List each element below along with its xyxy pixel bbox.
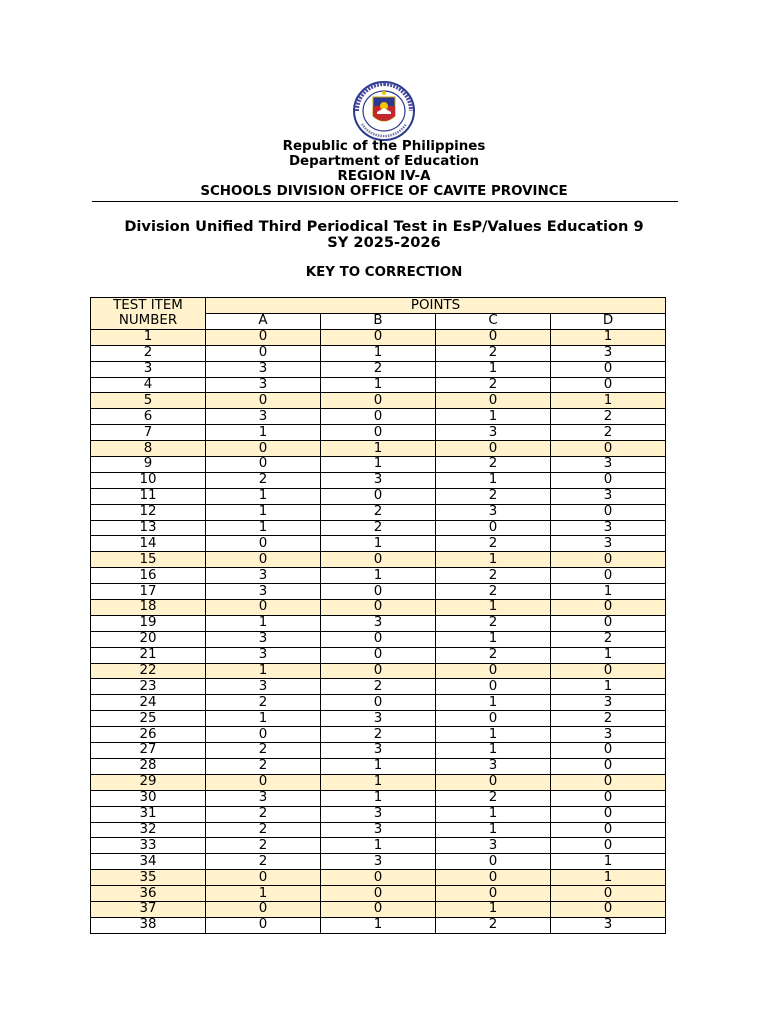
points-d-cell: 0	[551, 774, 666, 790]
points-d-cell: 0	[551, 472, 666, 488]
table-row	[91, 695, 666, 711]
points-a-cell: 1	[206, 886, 321, 902]
points-d-cell: 0	[551, 806, 666, 822]
points-c-cell: 2	[436, 584, 551, 600]
points-c-cell: 0	[436, 870, 551, 886]
answer-key-table	[90, 297, 666, 934]
points-d-cell: 0	[551, 838, 666, 854]
table-row	[91, 901, 666, 917]
item-number-cell: 34	[91, 854, 206, 870]
table-row	[91, 441, 666, 457]
points-c-cell: 1	[436, 901, 551, 917]
item-number-cell: 30	[91, 790, 206, 806]
points-d-cell: 3	[551, 727, 666, 743]
points-a-cell: 3	[206, 584, 321, 600]
points-d-cell: 0	[551, 663, 666, 679]
item-number-cell: 33	[91, 838, 206, 854]
points-b-cell: 3	[321, 615, 436, 631]
item-number-cell: 20	[91, 631, 206, 647]
table-row	[91, 345, 666, 361]
points-a-cell: 0	[206, 901, 321, 917]
points-a-cell: 0	[206, 536, 321, 552]
points-d-cell: 2	[551, 711, 666, 727]
test-item-header-line1: TEST ITEM	[113, 298, 183, 314]
table-row	[91, 822, 666, 838]
points-c-cell: 1	[436, 727, 551, 743]
points-c-cell: 3	[436, 758, 551, 774]
points-c-cell: 2	[436, 568, 551, 584]
points-a-cell: 2	[206, 822, 321, 838]
points-b-cell: 0	[321, 584, 436, 600]
item-number-cell: 37	[91, 901, 206, 917]
points-c-cell: 0	[436, 520, 551, 536]
points-d-cell: 1	[551, 393, 666, 409]
test-title: Division Unified Third Periodical Test in EsP/Values Education 9	[124, 218, 644, 235]
points-d-cell: 0	[551, 743, 666, 759]
item-number-cell: 32	[91, 822, 206, 838]
points-a-cell: 0	[206, 457, 321, 473]
item-number-cell: 12	[91, 504, 206, 520]
points-c-cell: 1	[436, 552, 551, 568]
points-a-cell: 3	[206, 790, 321, 806]
points-b-cell: 0	[321, 488, 436, 504]
points-a-cell: 3	[206, 568, 321, 584]
item-number-cell: 1	[91, 329, 206, 345]
item-number-cell: 21	[91, 647, 206, 663]
points-b-cell: 1	[321, 774, 436, 790]
points-d-cell: 0	[551, 790, 666, 806]
item-number-cell: 28	[91, 758, 206, 774]
points-c-cell: 1	[436, 806, 551, 822]
points-b-cell: 0	[321, 552, 436, 568]
points-d-cell: 0	[551, 441, 666, 457]
points-b-cell: 3	[321, 711, 436, 727]
column-header-d: D	[551, 314, 666, 330]
points-a-cell: 0	[206, 917, 321, 933]
points-c-cell: 0	[436, 711, 551, 727]
table-row	[91, 774, 666, 790]
item-number-cell: 18	[91, 600, 206, 616]
item-number-cell: 6	[91, 409, 206, 425]
item-number-cell: 31	[91, 806, 206, 822]
item-number-cell: 16	[91, 568, 206, 584]
item-number-cell: 36	[91, 886, 206, 902]
republic-heading: Republic of the Philippines	[282, 139, 486, 154]
table-row	[91, 679, 666, 695]
points-b-cell: 0	[321, 870, 436, 886]
points-b-cell: 1	[321, 345, 436, 361]
item-number-cell: 23	[91, 679, 206, 695]
table-row	[91, 711, 666, 727]
points-c-cell: 1	[436, 600, 551, 616]
points-a-cell: 3	[206, 409, 321, 425]
points-d-cell: 3	[551, 917, 666, 933]
table-row	[91, 600, 666, 616]
item-number-cell: 29	[91, 774, 206, 790]
points-b-cell: 0	[321, 663, 436, 679]
points-a-cell: 1	[206, 488, 321, 504]
points-d-cell: 3	[551, 457, 666, 473]
points-d-cell: 0	[551, 822, 666, 838]
table-row	[91, 568, 666, 584]
points-b-cell: 0	[321, 886, 436, 902]
points-c-cell: 1	[436, 631, 551, 647]
table-row	[91, 488, 666, 504]
points-a-cell: 3	[206, 377, 321, 393]
points-b-cell: 0	[321, 393, 436, 409]
test-item-header-line2: NUMBER	[118, 313, 178, 329]
table-row	[91, 584, 666, 600]
points-a-cell: 1	[206, 711, 321, 727]
table-row	[91, 536, 666, 552]
item-number-cell: 26	[91, 727, 206, 743]
points-b-cell: 0	[321, 600, 436, 616]
points-b-cell: 2	[321, 679, 436, 695]
column-header-b: B	[321, 314, 436, 330]
table-row	[91, 472, 666, 488]
points-c-cell: 2	[436, 345, 551, 361]
points-b-cell: 0	[321, 329, 436, 345]
points-b-cell: 0	[321, 901, 436, 917]
points-c-cell: 2	[436, 457, 551, 473]
points-b-cell: 1	[321, 568, 436, 584]
points-d-cell: 0	[551, 568, 666, 584]
points-c-cell: 2	[436, 488, 551, 504]
points-a-cell: 1	[206, 425, 321, 441]
points-d-cell: 3	[551, 345, 666, 361]
points-c-cell: 1	[436, 361, 551, 377]
points-b-cell: 0	[321, 425, 436, 441]
points-b-cell: 3	[321, 854, 436, 870]
points-c-cell: 0	[436, 441, 551, 457]
points-d-cell: 2	[551, 409, 666, 425]
table-row	[91, 329, 666, 345]
points-c-cell: 3	[436, 425, 551, 441]
table-row	[91, 552, 666, 568]
table-row	[91, 663, 666, 679]
points-a-cell: 0	[206, 774, 321, 790]
points-d-cell: 0	[551, 552, 666, 568]
table-row	[91, 457, 666, 473]
points-a-cell: 0	[206, 393, 321, 409]
points-b-cell: 3	[321, 806, 436, 822]
deped-seal-logo	[346, 80, 422, 142]
points-b-cell: 2	[321, 520, 436, 536]
item-number-cell: 11	[91, 488, 206, 504]
points-c-cell: 1	[436, 743, 551, 759]
division-office-heading: SCHOOLS DIVISION OFFICE OF CAVITE PROVINCE	[200, 184, 568, 199]
table-row	[91, 870, 666, 886]
points-a-cell: 3	[206, 647, 321, 663]
table-row	[91, 727, 666, 743]
points-b-cell: 3	[321, 822, 436, 838]
points-c-cell: 1	[436, 695, 551, 711]
department-heading: Department of Education	[288, 154, 480, 169]
points-d-cell: 0	[551, 377, 666, 393]
item-number-cell: 27	[91, 743, 206, 759]
points-b-cell: 0	[321, 409, 436, 425]
item-number-cell: 4	[91, 377, 206, 393]
points-b-cell: 3	[321, 743, 436, 759]
points-a-cell: 3	[206, 361, 321, 377]
points-d-cell: 0	[551, 758, 666, 774]
points-d-cell: 1	[551, 679, 666, 695]
points-c-cell: 0	[436, 886, 551, 902]
points-b-cell: 0	[321, 647, 436, 663]
points-d-cell: 1	[551, 854, 666, 870]
points-c-cell: 2	[436, 377, 551, 393]
points-c-cell: 1	[436, 472, 551, 488]
points-a-cell: 0	[206, 552, 321, 568]
points-b-cell: 1	[321, 377, 436, 393]
points-a-cell: 2	[206, 758, 321, 774]
points-c-cell: 0	[436, 663, 551, 679]
item-number-cell: 10	[91, 472, 206, 488]
item-number-cell: 14	[91, 536, 206, 552]
table-row	[91, 886, 666, 902]
points-a-cell: 1	[206, 615, 321, 631]
points-d-cell: 0	[551, 901, 666, 917]
points-b-cell: 0	[321, 695, 436, 711]
points-a-cell: 1	[206, 520, 321, 536]
points-c-cell: 2	[436, 790, 551, 806]
column-header-a: A	[206, 314, 321, 330]
points-d-cell: 0	[551, 361, 666, 377]
points-b-cell: 1	[321, 536, 436, 552]
table-row	[91, 361, 666, 377]
table-row	[91, 409, 666, 425]
item-number-cell: 3	[91, 361, 206, 377]
points-d-cell: 1	[551, 584, 666, 600]
table-row	[91, 425, 666, 441]
points-c-cell: 2	[436, 647, 551, 663]
points-b-cell: 1	[321, 790, 436, 806]
points-d-cell: 3	[551, 488, 666, 504]
points-a-cell: 2	[206, 472, 321, 488]
points-a-cell: 3	[206, 679, 321, 695]
table-row	[91, 393, 666, 409]
points-d-cell: 3	[551, 695, 666, 711]
points-a-cell: 1	[206, 504, 321, 520]
points-b-cell: 2	[321, 361, 436, 377]
table-row	[91, 504, 666, 520]
points-a-cell: 0	[206, 345, 321, 361]
column-header-c: C	[436, 314, 551, 330]
points-b-cell: 1	[321, 917, 436, 933]
points-c-cell: 2	[436, 615, 551, 631]
item-number-cell: 38	[91, 917, 206, 933]
points-a-cell: 2	[206, 838, 321, 854]
answer-key-rows	[91, 329, 666, 933]
points-a-cell: 1	[206, 663, 321, 679]
points-b-cell: 2	[321, 504, 436, 520]
points-b-cell: 1	[321, 758, 436, 774]
points-c-cell: 0	[436, 774, 551, 790]
points-a-cell: 0	[206, 441, 321, 457]
item-number-cell: 15	[91, 552, 206, 568]
item-number-cell: 8	[91, 441, 206, 457]
points-d-cell: 1	[551, 647, 666, 663]
table-row	[91, 917, 666, 933]
points-c-cell: 0	[436, 854, 551, 870]
points-d-cell: 3	[551, 536, 666, 552]
points-c-cell: 3	[436, 504, 551, 520]
points-b-cell: 2	[321, 727, 436, 743]
table-row	[91, 790, 666, 806]
item-number-cell: 35	[91, 870, 206, 886]
points-header: POINTS	[206, 298, 666, 314]
item-number-cell: 5	[91, 393, 206, 409]
points-c-cell: 2	[436, 917, 551, 933]
points-c-cell: 3	[436, 838, 551, 854]
points-a-cell: 0	[206, 329, 321, 345]
points-c-cell: 1	[436, 822, 551, 838]
points-b-cell: 1	[321, 457, 436, 473]
table-row	[91, 758, 666, 774]
points-a-cell: 2	[206, 854, 321, 870]
points-b-cell: 0	[321, 631, 436, 647]
key-to-correction-heading: KEY TO CORRECTION	[305, 265, 463, 280]
points-d-cell: 0	[551, 504, 666, 520]
points-d-cell: 1	[551, 329, 666, 345]
points-a-cell: 2	[206, 806, 321, 822]
item-number-cell: 2	[91, 345, 206, 361]
item-number-cell: 9	[91, 457, 206, 473]
table-row	[91, 806, 666, 822]
item-number-cell: 19	[91, 615, 206, 631]
table-row	[91, 520, 666, 536]
points-d-cell: 0	[551, 886, 666, 902]
points-a-cell: 0	[206, 600, 321, 616]
points-c-cell: 2	[436, 536, 551, 552]
points-d-cell: 1	[551, 870, 666, 886]
points-b-cell: 3	[321, 472, 436, 488]
school-year: SY 2025-2026	[327, 234, 441, 251]
points-a-cell: 2	[206, 743, 321, 759]
table-row	[91, 631, 666, 647]
points-b-cell: 1	[321, 441, 436, 457]
points-a-cell: 3	[206, 631, 321, 647]
points-a-cell: 2	[206, 695, 321, 711]
points-a-cell: 0	[206, 727, 321, 743]
points-b-cell: 1	[321, 838, 436, 854]
item-number-cell: 24	[91, 695, 206, 711]
points-d-cell: 3	[551, 520, 666, 536]
item-number-cell: 25	[91, 711, 206, 727]
header-divider	[92, 201, 678, 202]
points-c-cell: 1	[436, 409, 551, 425]
points-a-cell: 0	[206, 870, 321, 886]
points-d-cell: 0	[551, 615, 666, 631]
points-d-cell: 2	[551, 425, 666, 441]
table-row	[91, 743, 666, 759]
table-row	[91, 615, 666, 631]
item-number-cell: 7	[91, 425, 206, 441]
region-heading: REGION IV-A	[337, 169, 431, 184]
item-number-cell: 13	[91, 520, 206, 536]
points-d-cell: 2	[551, 631, 666, 647]
points-c-cell: 0	[436, 393, 551, 409]
points-c-cell: 0	[436, 679, 551, 695]
points-d-cell: 0	[551, 600, 666, 616]
table-row	[91, 854, 666, 870]
item-number-cell: 17	[91, 584, 206, 600]
item-number-cell: 22	[91, 663, 206, 679]
points-c-cell: 0	[436, 329, 551, 345]
table-row	[91, 838, 666, 854]
test-item-number-header	[91, 298, 206, 330]
table-row	[91, 647, 666, 663]
table-row	[91, 377, 666, 393]
